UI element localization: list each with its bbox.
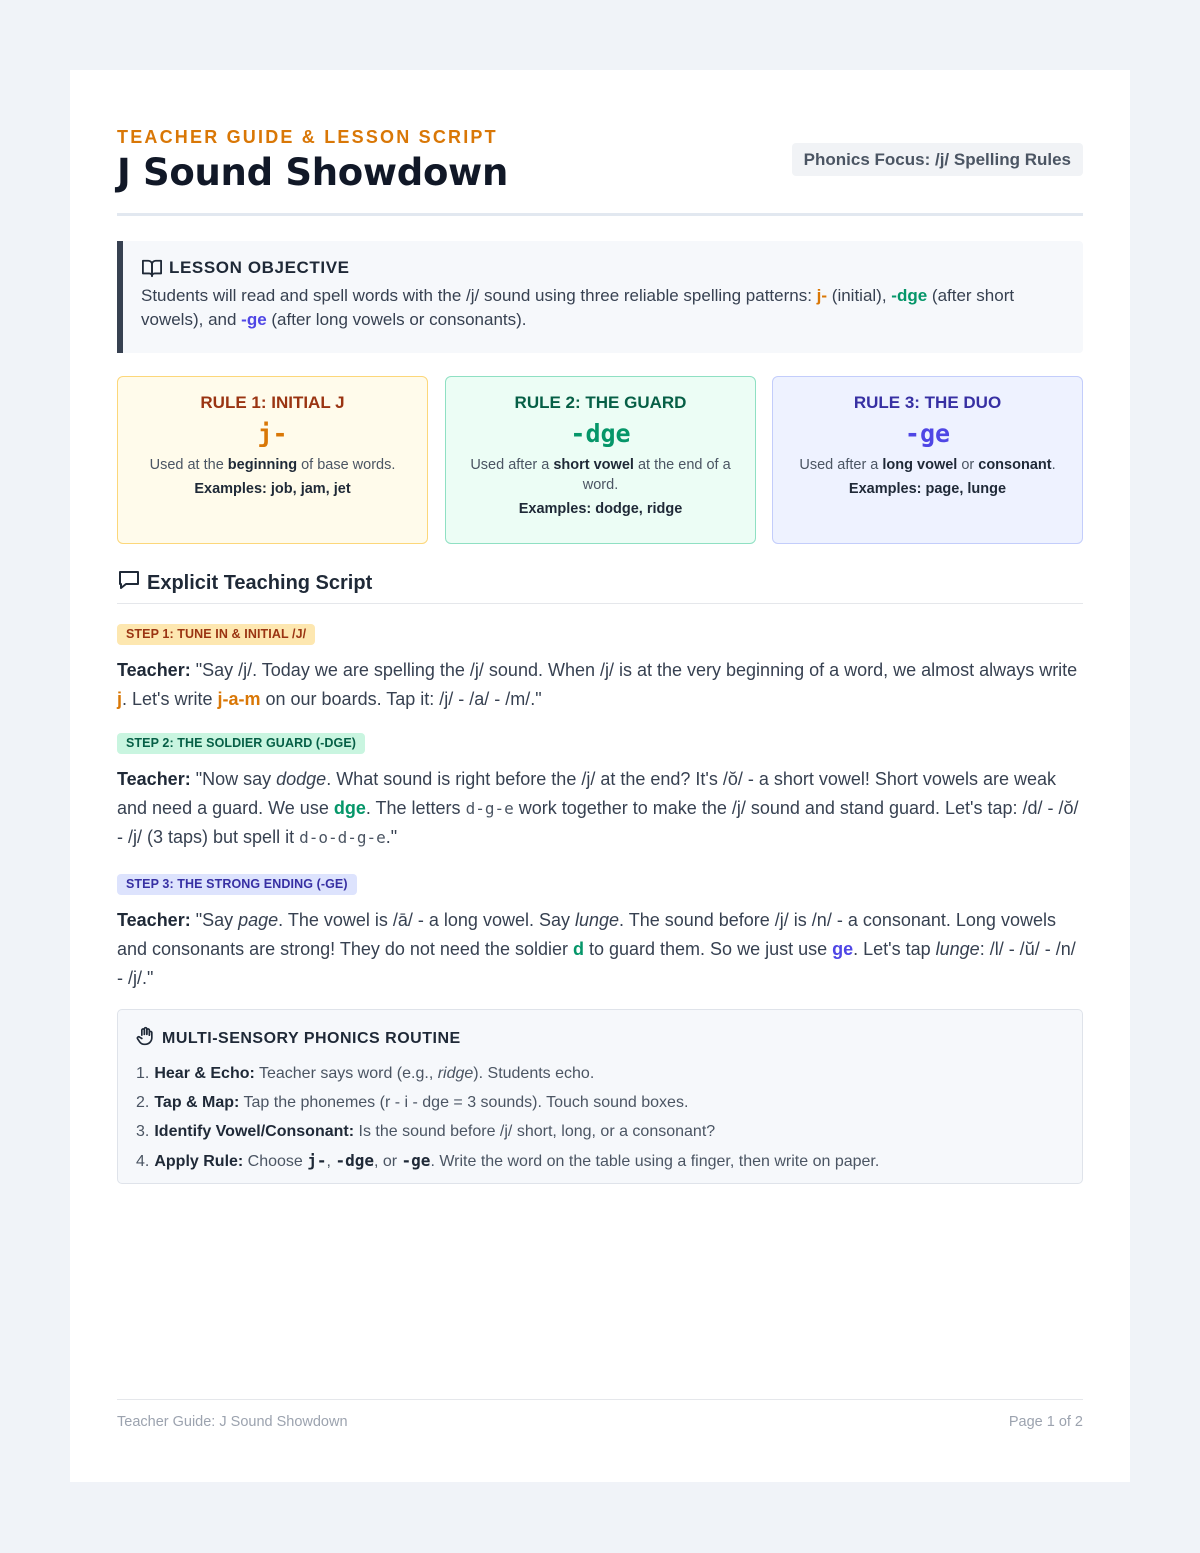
rule-pattern: j- [257,419,288,448]
objective-heading [141,258,1061,278]
objective-heading-text: LESSON OBJECTIVE [169,258,350,277]
eyebrow-label: TEACHER GUIDE & LESSON SCRIPT [117,127,498,147]
pattern-j: j- [816,286,828,305]
rule-title: RULE 1: INITIAL J [200,393,345,412]
routine-list [136,1059,1062,1176]
phonics-routine-box [117,1009,1083,1184]
step-text: Teacher: "Now say dodge. What sound is right before the /j/ at the end? It's /ŏ/ - a short vowel! Short vowels are weak and need a guard. We use dge. The letters d-g-e work together to make the /j/ sound and stand guard. Let's tap: /d/ - /ŏ/ - /j/ (3 taps) but spell it d-o-d-g-e." [117,769,1079,847]
step-text: Teacher: "Say page. The vowel is /ā/ - a long vowel. Say lunge. The sound before /j/ is /n/ - a consonant. Long vowels and consonants are strong! They do not need the soldier d to guard them. So we just use ge. Let's tap lunge: /l/ - /ŭ/ - /n/ - /j/." [117,910,1076,988]
rule-pattern: -dge [570,419,631,448]
routine-heading [136,1026,1062,1051]
rule-description: Used at the beginning of base words. [149,457,396,473]
header-divider [117,213,1083,216]
rule-examples: Examples: job, jam, jet [194,481,351,497]
rule-title: RULE 3: THE DUO [853,393,1002,412]
rule-title: RULE 2: THE GUARD [514,393,687,412]
step-tag: STEP 3: THE STRONG ENDING (-GE) [117,874,357,895]
rule-card-initial-j [117,376,428,544]
footer-title: Teacher Guide: J Sound Showdown [117,1414,348,1430]
step-tag: STEP 1: TUNE IN & INITIAL /J/ [117,624,315,645]
script-heading-text: Explicit Teaching Script [147,571,373,594]
rule-pattern: -ge [904,419,951,448]
hand-icon [136,1026,156,1051]
pattern-ge: -ge [241,310,267,329]
list-item: 4. Apply Rule: Choose j-, -dge, or -ge. Write the word on the table using a finger, then write on paper. [136,1151,880,1170]
routine-heading-text: MULTI-SENSORY PHONICS ROUTINE [162,1029,461,1047]
script-heading [117,569,372,597]
rule-card-duo [772,376,1083,544]
rule-examples: Examples: page, lunge [848,481,1007,497]
rule-description: Used after a long vowel or consonant. [799,457,1056,473]
rule-description: Used after a short vowel at the end of a word. [470,457,731,493]
objective-text: Students will read and spell words with the /j/ sound using three reliable spelling patterns: j- (initial), -dge (after short vowels), and -ge (after long vowels or consonants). [141,286,1015,329]
step-text: Teacher: "Say /j/. Today we are spelling the /j/ sound. When /j/ is at the very beginning of a word, we almost always write j. Let's write j-a-m on our boards. Tap it: /j/ - /a/ - /m/." [117,660,1078,709]
open-book-icon [141,258,163,278]
page-title: J Sound Showdown [117,151,508,194]
speech-bubble-icon [117,569,141,597]
list-item: 3. Identify Vowel/Consonant: Is the sound before /j/ short, long, or a consonant? [136,1123,716,1140]
lesson-objective-box [117,241,1083,353]
rule-card-guard [445,376,756,544]
script-step-3 [117,874,1083,993]
phonics-focus-badge: Phonics Focus: /j/ Spelling Rules [792,143,1083,176]
script-divider [117,603,1083,604]
script-step-1 [117,624,1083,714]
rule-examples: Examples: dodge, ridge [518,501,683,517]
rule-cards [117,376,1083,544]
footer-divider [117,1399,1083,1400]
list-item: 1. Hear & Echo: Teacher says word (e.g., ridge). Students echo. [136,1065,595,1082]
list-item: 2. Tap & Map: Tap the phonemes (r - i - dge = 3 sounds). Touch sound boxes. [136,1094,689,1111]
document-page [70,70,1130,1482]
page-number: Page 1 of 2 [1008,1414,1083,1430]
pattern-dge: -dge [891,286,928,305]
script-step-2 [117,733,1083,852]
step-tag: STEP 2: THE SOLDIER GUARD (-DGE) [117,733,365,754]
